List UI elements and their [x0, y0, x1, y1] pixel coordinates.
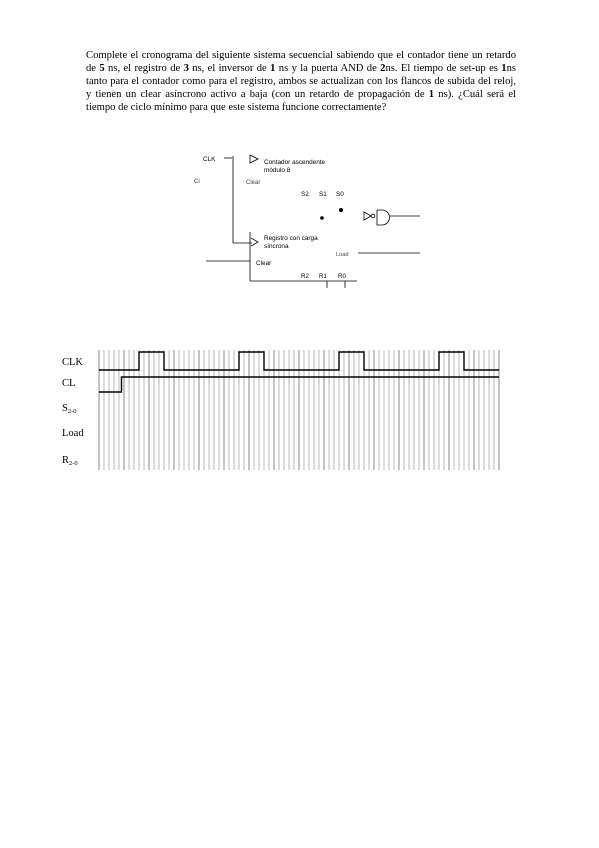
r1-label: R1	[319, 273, 327, 280]
load-label: Load	[336, 252, 349, 258]
problem-statement: Complete el cronograma del siguiente sistema secuencial sabiendo que el contador tiene un retardo de 5 ns, el registro de 3 ns, el inversor de 1 ns y la puerta AND de 2ns. El tiempo de set-up es 1ns tanto para el contador como para el registro, ambos se actualizan con los flancos de subida del reloj, y tienen un clear asíncrono activo a baja (con un retardo de propagación de 1 ns). ¿Cuál será el tiempo de ciclo mínimo para que este sistema funcione correctamente?	[86, 50, 516, 113]
signal-label-s: S2-0	[62, 403, 77, 415]
signal-label-cl: CL	[62, 378, 76, 389]
register-title-2: síncrona	[264, 243, 289, 250]
s0-label: S0	[336, 191, 344, 198]
s2-label: S2	[301, 191, 309, 198]
clk-label: CLK	[203, 156, 216, 163]
register-clear-label: Clear	[256, 260, 272, 267]
r2-label: R2	[301, 273, 309, 280]
counter-clear-label: Clear	[246, 180, 261, 186]
s1-label: S1	[319, 191, 327, 198]
signal-label-r: R2-0	[62, 455, 78, 467]
register-title-1: Registro con carga	[264, 235, 318, 242]
signal-label-load: Load	[62, 428, 84, 439]
r0-label: R0	[338, 273, 346, 280]
counter-title-1: Contador ascendente	[264, 159, 326, 166]
cl-label: Cl	[194, 179, 200, 185]
counter-title-2: módulo 8	[264, 167, 291, 174]
signal-label-clk: CLK	[62, 357, 83, 368]
